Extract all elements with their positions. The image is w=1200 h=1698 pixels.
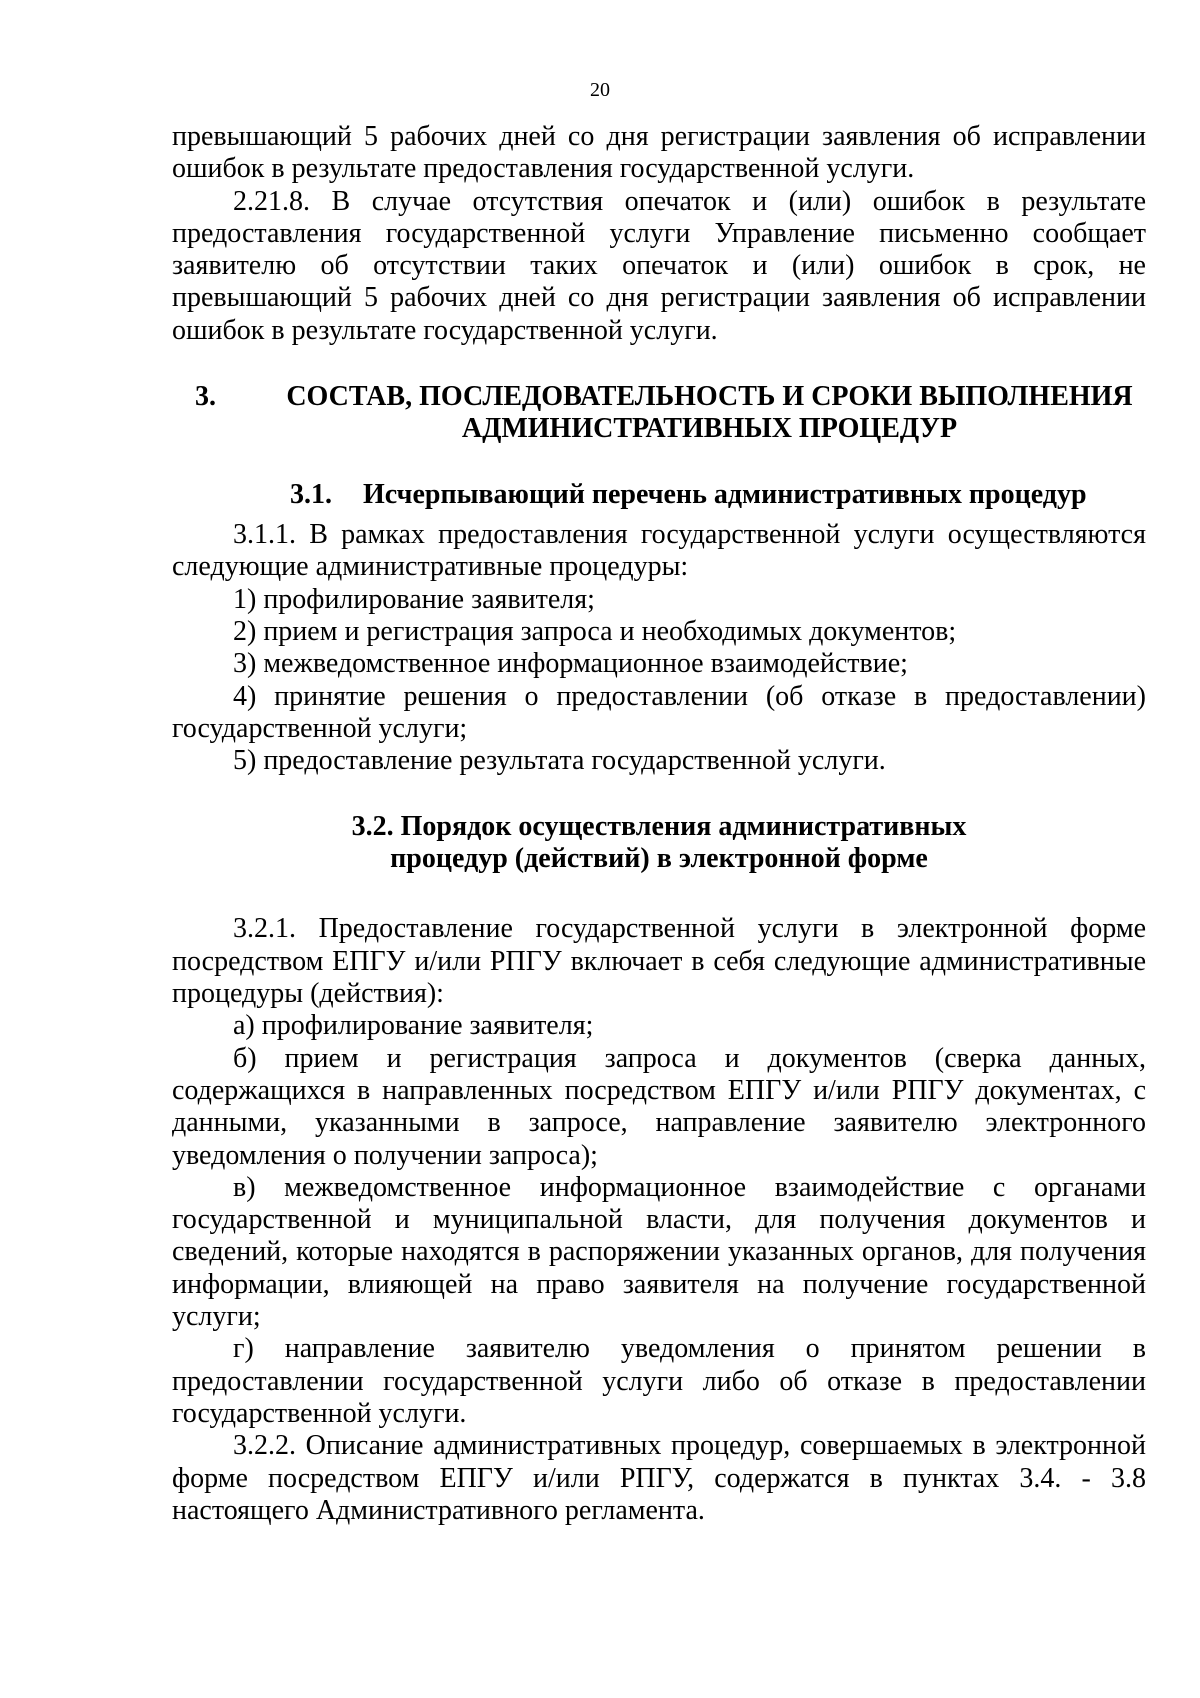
section-3-title-line2: АДМИНИСТРАТИВНЫХ ПРОЦЕДУР <box>461 413 958 445</box>
list-item: в) межведомственное информационное взаимодействие с органами государственной и муниципальной власти, для получения документов и сведений, которые находятся в распоряжении указанных органов, для получения информации, влияющей на право заявителя на получение государственной услуги; <box>172 1171 1146 1333</box>
list-item: б) прием и регистрация запроса и документов (сверка данных, содержащихся в направленных посредством ЕПГУ и/или РПГУ документах, с данными, указанными в запросе, направление заявителю электронного уведомления о получении запроса); <box>172 1042 1146 1171</box>
paragraph-3-2-1: 3.2.1. Предоставление государственной услуги в электронной форме посредством ЕПГУ и/или РПГУ включает в себя следующие административные процедуры (действия): <box>172 913 1146 1010</box>
section-3-2-heading <box>172 811 1146 875</box>
list-item: 1) профилирование заявителя; <box>233 583 595 615</box>
section-3-2-title-line2: процедур (действий) в электронной форме <box>390 843 928 875</box>
list-item: 2) прием и регистрация запроса и необходимых документов; <box>233 615 957 647</box>
paragraph-2-21-8: 2.21.8. В случае отсутствия опечаток и (или) ошибок в результате предоставления государственной услуги Управление письменно сообщает заявителю об отсутствии таких опечаток и (или) ошибок в срок, не превышающий 5 рабочих дней со дня регистрации заявления об исправлении ошибок в результате государственной услуги. <box>172 185 1146 346</box>
page-number: 20 <box>590 79 610 101</box>
page-content <box>172 121 1146 1527</box>
section-3-title-line1: СОСТАВ, ПОСЛЕДОВАТЕЛЬНОСТЬ И СРОКИ ВЫПОЛНЕНИЯ <box>286 381 1133 413</box>
list-item: а) профилирование заявителя; <box>233 1010 594 1042</box>
section-3-heading <box>172 381 1146 445</box>
paragraph-continuation: превышающий 5 рабочих дней со дня регистрации заявления об исправлении ошибок в результате предоставления государственной услуги. <box>172 121 1146 185</box>
section-3-1-heading <box>172 479 1146 511</box>
section-3-number: 3. <box>195 381 216 413</box>
list-item: 3) межведомственное информационное взаимодействие; <box>233 648 908 680</box>
section-3-1-title: Исчерпывающий перечень административных процедур <box>363 479 1087 511</box>
section-3-1-number: 3.1. <box>290 479 332 511</box>
list-item: 5) предоставление результата государственной услуги. <box>233 745 886 777</box>
paragraph-3-2-2: 3.2.2. Описание административных процедур, совершаемых в электронной форме посредством ЕПГУ и/или РПГУ, содержатся в пунктах 3.4. - 3.8 настоящего Административного регламента. <box>172 1430 1146 1526</box>
section-3-2-title-line1: 3.2. Порядок осуществления административных <box>351 811 967 843</box>
list-item: 4) принятие решения о предоставлении (об отказе в предоставлении) государственной услуги; <box>172 680 1146 744</box>
section-3-title <box>273 381 1146 445</box>
list-item: г) направление заявителю уведомления о принятом решении в предоставлении государственной услуги либо об отказе в предоставлении государственной услуги. <box>172 1333 1146 1429</box>
paragraph-3-1-1: 3.1.1. В рамках предоставления государственной услуги осуществляются следующие административные процедуры: <box>172 519 1146 583</box>
